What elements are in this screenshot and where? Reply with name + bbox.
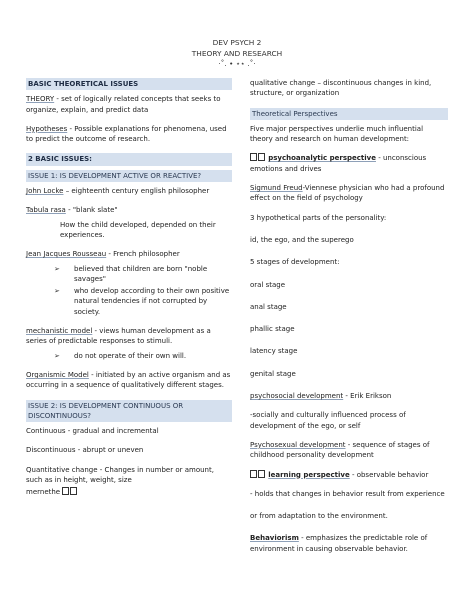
continuous-entry: Continuous - gradual and incremental: [26, 427, 159, 436]
psychosocial-description: -socially and culturally influenced process of development of the ego, or self: [250, 411, 406, 430]
rousseau-bullets: [26, 264, 232, 317]
locke-entry: John Locke – eighteenth century english philosopher: [26, 187, 210, 196]
heading-issue-1: ISSUE 1: IS DEVELOPMENT ACTIVE OR REACTIVE?: [26, 170, 232, 182]
topic-title: THEORY AND RESEARCH: [191, 48, 283, 58]
course-title: DEV PSYCH 2: [212, 38, 262, 47]
personality-parts: id, the ego, and the superego: [250, 235, 354, 244]
stage-phallic: phallic stage: [250, 325, 295, 334]
stage-oral: oral stage: [250, 280, 286, 289]
list-item: ➢ believed that children are born "noble savages": [54, 264, 208, 283]
stage-genital: genital stage: [250, 369, 296, 378]
left-column: [26, 78, 232, 507]
heading-two-issues: 2 BASIC ISSUES:: [26, 153, 232, 165]
arrow-bullet-icon: ➢: [54, 287, 60, 296]
list-item: ➢ do not operate of their own will.: [54, 351, 187, 360]
organismic-entry: Organismic Model - initiated by an active organism and as occurring in a sequence of qualitatively different stages.: [26, 370, 231, 390]
heading-issue-2: ISSUE 2: IS DEVELOPMENT CONTINUOUS OR DISCONTINUOUS?: [26, 400, 232, 423]
discontinuous-entry: Discontinuous - abrupt or uneven: [26, 446, 144, 455]
freud-entry: Sigmund Freud-Viennese physician who had a profound effect on the field of psychology: [250, 184, 445, 203]
psychosexual-entry: Psychosexual development - sequence of stages of childhood personality development: [250, 440, 430, 460]
psychoanalytic-entry: psychoanalytic perspective - unconscious emotions and drives: [250, 154, 427, 173]
stages-label: 5 stages of development:: [250, 258, 340, 267]
heading-basic-issues: BASIC THEORETICAL ISSUES: [26, 78, 232, 90]
learning-entry: learning perspective - observable behavior: [250, 470, 448, 480]
rousseau-entry: Jean Jacques Rousseau - French philosopher: [26, 250, 180, 259]
tabula-note: How the child developed, depended on their experiences.: [60, 220, 216, 239]
mernethe-entry: mernethe: [26, 487, 232, 497]
mechanistic-bullets: [26, 351, 232, 361]
learning-adaptation: or from adaptation to the environment.: [250, 512, 388, 521]
list-item: ➢ who develop according to their own positive natural tendencies if not corrupted by society.: [54, 287, 230, 316]
placeholder-glyph-icon: [258, 153, 265, 161]
placeholder-glyph-icon: [70, 487, 77, 495]
mechanistic-entry: mechanistic model - views human development as a series of predictable responses to stimuli.: [26, 327, 211, 346]
arrow-bullet-icon: ➢: [54, 351, 60, 360]
qualitative-entry: qualitative change – discontinuous changes in kind, structure, or organization: [250, 79, 432, 98]
theory-definition: THEORY - set of logically related concepts that seeks to organize, explain, and predict data: [26, 95, 221, 114]
quantitative-entry: Quantitative change - Changes in number or amount, such as in height, weight, size: [26, 465, 214, 485]
document-header: [0, 38, 474, 70]
behaviorism-entry: Behaviorism - emphasizes the predictable role of environment in causing observable behavior.: [250, 534, 428, 553]
placeholder-glyph-icon: [250, 153, 257, 161]
arrow-bullet-icon: ➢: [54, 264, 60, 273]
heading-perspectives: Theoretical Perspectives: [250, 108, 448, 120]
stage-anal: anal stage: [250, 302, 287, 311]
stage-latency: latency stage: [250, 347, 298, 356]
placeholder-glyph-icon: [258, 470, 265, 478]
hypotheses-definition: Hypotheses - Possible explanations for phenomena, used to predict the outcome of research.: [26, 124, 227, 144]
five-perspectives-intro: Five major perspectives underlie much influential theory and research on human development:: [250, 124, 424, 144]
right-column: [250, 78, 448, 563]
placeholder-glyph-icon: [62, 487, 69, 495]
placeholder-glyph-icon: [250, 470, 257, 478]
decorative-divider: ·˚. • ⋆⋆ .˚·: [218, 59, 256, 68]
psychosocial-entry: psychosocial development - Erik Erikson: [250, 392, 392, 401]
personality-parts-label: 3 hypothetical parts of the personality:: [250, 213, 387, 222]
learning-holds: - holds that changes in behavior result from experience: [250, 489, 445, 498]
tabula-entry: Tabula rasa - "blank slate": [26, 206, 118, 215]
